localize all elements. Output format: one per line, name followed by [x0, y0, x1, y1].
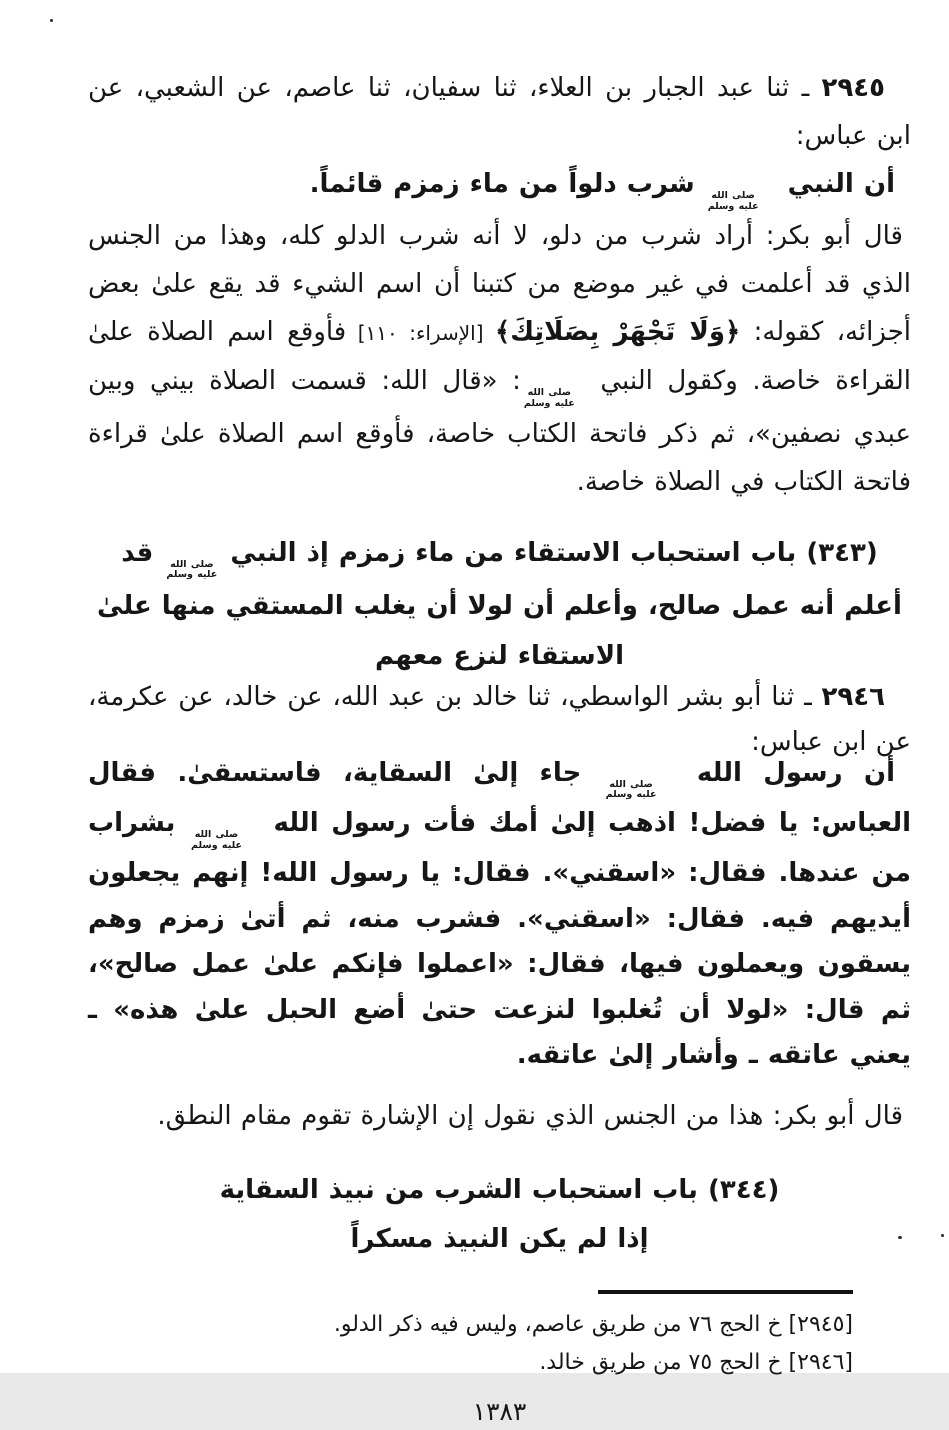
quran-verse: ﴿وَلَا تَجْهَرْ بِصَلَاتِكَ﴾: [494, 317, 741, 348]
chapter-title-text: قد أعلم أنه عمل صالح، وأعلم أن لولا أن يغلب المستقي منها علىٰ الاستقاء لنزع معهم: [97, 537, 902, 671]
hadith-2946-matn: [88, 751, 911, 1079]
page-number: ١٣٨٣: [472, 1396, 527, 1426]
hadith-2945-matn: [88, 160, 911, 212]
chapter-344-title-line-2: إذا لم يكن النبيذ مسكراً: [350, 1223, 649, 1254]
saw-line-2: عليه وسلم: [707, 200, 759, 212]
commentary-text: قال أبو بكر: أراد شرب من دلو، لا أنه شرب الدلو كله، وهذا من الجنس الذي قد أعلمت في غير موضع من كتبنا أن اسم الشيء قد يقع علىٰ بعض أجزائه، كقوله:: [88, 221, 912, 348]
hadith-2945-isnad-text: ـ ثنا عبد الجبار بن العلاء، ثنا سفيان، ثنا عاصم، عن الشعبي، عن ابن عباس:: [88, 73, 911, 151]
hadith-2945-isnad: [88, 64, 911, 160]
scan-speck: [898, 1236, 902, 1239]
matn-text: شرب دلواً من ماء زمزم قائماً.: [309, 169, 705, 199]
chapter-heading-344: [88, 1166, 911, 1264]
matn-text: أن رسول الله: [675, 757, 895, 788]
hadith-2946-number: ٢٩٤٦: [821, 681, 885, 712]
scan-speck: [50, 19, 53, 22]
commentary-text: فأوقع اسم الصلاة علىٰ القراءة خاصة. وكقول النبي: [88, 317, 911, 397]
matn-text: أن النبي: [777, 169, 895, 199]
chapter-heading-343: [88, 528, 911, 681]
saw-line-2: عليه وسلم: [523, 397, 575, 409]
footnote-ref: [٢٩٤٦]: [788, 1349, 853, 1375]
saw-line-1: صلى الله: [194, 829, 239, 840]
footnotes-block: [88, 1306, 853, 1382]
footnote-2946: [88, 1344, 853, 1382]
saw-line-1: صلى الله: [711, 190, 755, 201]
saw-line-1: صلى الله: [170, 558, 214, 570]
commentary-text: قال أبو بكر: هذا من الجنس الذي نقول إن الإشارة تقوم مقام النطق.: [157, 1100, 903, 1131]
scan-speck: [941, 1234, 944, 1237]
footnote-separator: [598, 1290, 853, 1294]
footnote-ref: [٢٩٤٥]: [788, 1311, 853, 1337]
hadith-2945-number: ٢٩٤٥: [821, 73, 885, 103]
chapter-344-title-line-1: (٣٤٤) باب استحباب الشرب من نبيذ السقاية: [219, 1174, 780, 1205]
hadith-2946-isnad-text: ـ ثنا أبو بشر الواسطي، ثنا خالد بن عبد الله، عن خالد، عن عكرمة، عن ابن عباس:: [88, 681, 911, 757]
saw-honorific-icon: [606, 780, 673, 801]
footnote-text: خ الحج ٧٥ من طريق خالد.: [539, 1349, 789, 1375]
saw-honorific-icon: [708, 191, 775, 212]
matn-text: بشراب من عندها. فقال: «اسقني». فقال: يا رسول الله! إنهم يجعلون أيديهم فيه. فقال: «اسقني». فشرب منه، ثم أتىٰ زمزم وهم يسقون ويعملون فيها، فقال: «اعملوا فإنكم علىٰ عمل صالح»، ثم قال: «لولا أن تُغلبوا لنزعت حتىٰ أضع الحبل علىٰ هذه» ـ يعني عاتقه ـ وأشار إلىٰ عاتقه.: [88, 808, 911, 1071]
footnote-2945: [88, 1306, 853, 1344]
saw-line-1: صلى الله: [527, 387, 572, 399]
saw-line-2: عليه وسلم: [605, 789, 657, 801]
saw-honorific-icon: [191, 830, 258, 851]
footnote-text: خ الحج ٧٦ من طريق عاصم، وليس فيه ذكر الدلو.: [333, 1311, 789, 1337]
saw-line-2: عليه وسلم: [191, 839, 242, 851]
matn-text: جاء إلىٰ السقاية، فاستسقىٰ. فقال العباس: يا فضل! اذهب إلىٰ أمك فأت رسول الله: [88, 757, 912, 838]
chapter-title-text: (٣٤٣) باب استحباب الاستقاء من ماء زمزم إذ النبي: [220, 537, 878, 568]
quran-verse-reference: [الإسراء: ١١٠]: [346, 321, 495, 346]
abu-bakr-commentary-2946: [88, 1093, 911, 1139]
abu-bakr-commentary-2945: [88, 212, 911, 505]
saw-line-2: عليه وسلم: [166, 569, 218, 581]
saw-honorific-icon: [524, 388, 583, 409]
saw-line-1: صلى الله: [609, 778, 653, 790]
saw-honorific-icon: [166, 560, 217, 581]
commentary-text: : «قال الله: قسمت الصلاة بيني وبين عبدي نصفين»، ثم ذكر فاتحة الكتاب خاصة، فأوقع اسم الصلاة علىٰ قراءة فاتحة الكتاب في الصلاة خاصة.: [88, 366, 911, 497]
